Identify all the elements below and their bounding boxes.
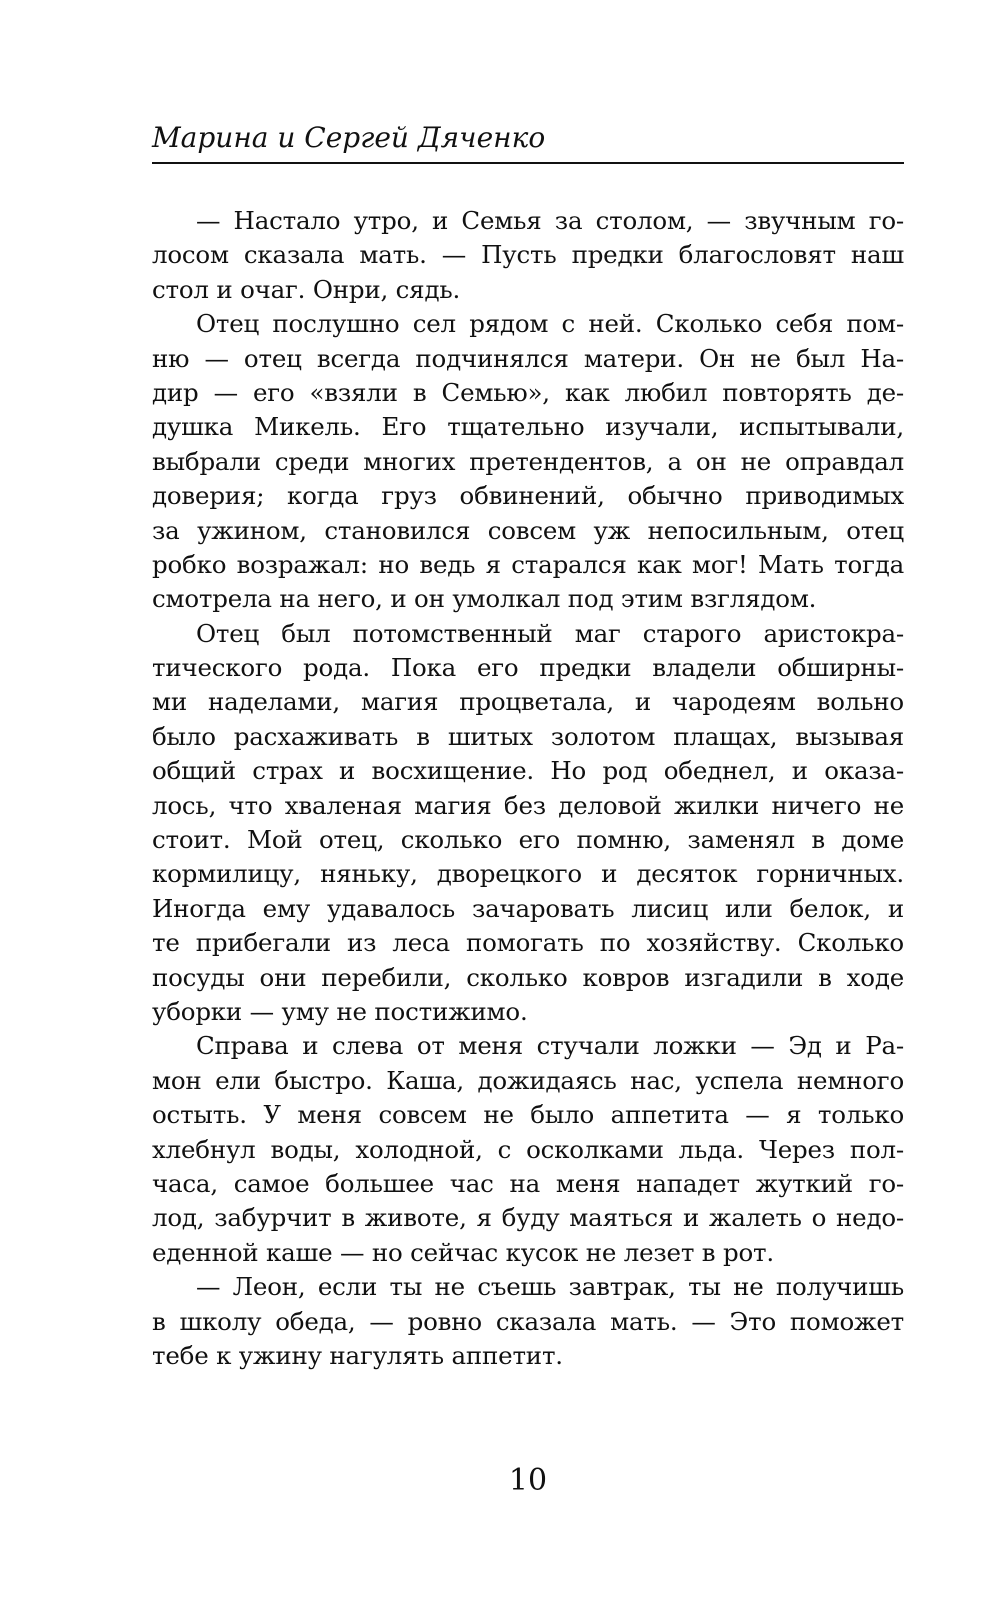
text-line: Отец был потомственный маг старого аристокра- [196,618,904,648]
paragraph [152,204,904,307]
text-line: лось, что хваленая магия без деловой жилки ничего не [152,790,904,820]
text-line: еденной каше — но сейчас кусок не лезет в рот. [152,1237,774,1267]
running-head: Марина и Сергей Дяченко [152,121,546,154]
text-line: остыть. У меня совсем не было аппетита — я только [152,1100,904,1130]
text-line: посуды они перебили, сколько ковров изгадили в ходе [152,962,904,992]
text-line: кормилицу, няньку, дворецкого и десяток горничных. [152,859,904,889]
text-line: ми наделами, магия процветала, и чародеям вольно [152,687,904,717]
text-line: тебе к ужину нагулять аппетит. [152,1340,563,1370]
paragraph [152,1270,904,1373]
paragraph [152,1029,904,1270]
text-line: — Настало утро, и Семья за столом, — звучным го- [196,206,904,235]
text-line: тического рода. Пока его предки владели обширны- [152,653,904,683]
text-line: стоит. Мой отец, сколько его помню, заменял в доме [152,825,904,855]
body-text [152,204,904,1373]
text-line: доверия; когда груз обвинений, обычно приводимых [152,481,904,511]
text-line: стол и очаг. Онри, сядь. [152,274,461,304]
text-line: в школу обеда, — ровно сказала мать. — Это поможет [152,1306,904,1336]
text-line: лод, забурчит в животе, я буду маяться и жалеть о недо- [152,1203,904,1233]
text-line: Справа и слева от меня стучали ложки — Эд и Ра- [196,1031,904,1061]
text-line: было расхаживать в шитых золотом плащах, вызывая [152,721,904,751]
text-line: те прибегали из леса помогать по хозяйству. Сколько [152,928,904,958]
text-line: общий страх и восхищение. Но род обеднел, и оказа- [152,756,904,786]
header-rule [152,162,904,164]
text-line: хлебнул воды, холодной, с осколками льда. Через пол- [152,1134,904,1164]
text-line: уборки — уму не постижимо. [152,996,528,1026]
text-line: выбрали среди многих претендентов, а он не оправдал [152,446,904,476]
text-line: душка Микель. Его тщательно изучали, испытывали, [152,412,904,442]
text-line: смотрела на него, и он умолкал под этим взглядом. [152,584,817,614]
text-line: Иногда ему удавалось зачаровать лисиц или белок, и [152,893,904,923]
paragraph [152,307,904,617]
text-line: робко возражал: но ведь я старался как мог! Мать тогда [152,549,904,579]
text-line: за ужином, становился совсем уж непосильным, отец [152,515,904,545]
paragraph [152,617,904,1030]
text-line: Отец послушно сел рядом с ней. Сколько себя пом- [196,309,904,339]
text-line: — Леон, если ты не съешь завтрак, ты не получишь [196,1272,904,1302]
text-line: дир — его «взяли в Семью», как любил повторять де- [152,377,904,407]
text-line: лосом сказала мать. — Пусть предки благословят наш [152,240,904,270]
text-line: часа, самое большее час на меня нападет жуткий го- [152,1168,904,1198]
text-line: мон ели быстро. Каша, дожидаясь нас, успела немного [152,1065,904,1095]
text-line: ню — отец всегда подчинялся матери. Он не был На- [152,343,904,373]
book-page [152,0,904,1616]
page-number: 10 [508,1463,548,1498]
